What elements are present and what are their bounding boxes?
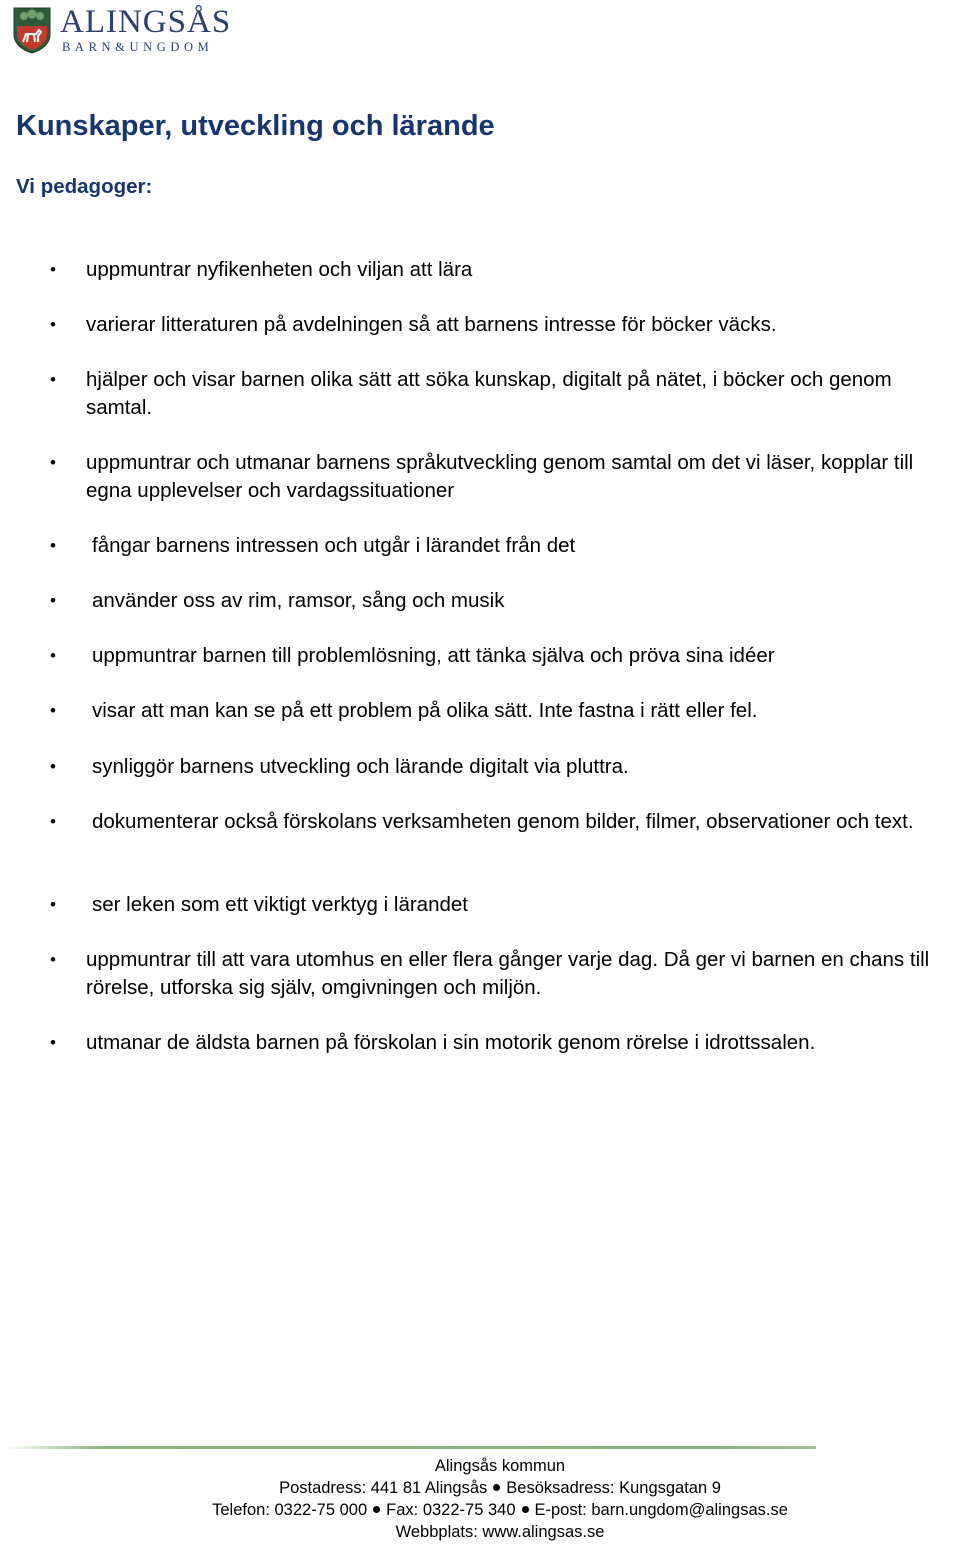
footer-web[interactable]: Webbplats: www.alingsas.se — [395, 1523, 605, 1541]
separator-dot-icon — [493, 1484, 500, 1491]
list-item-text: uppmuntrar och utmanar barnens språkutveckling genom samtal om det vi läser, kopplar till egna upplevelser och vardagssituationer — [86, 451, 914, 502]
bullet-icon: • — [50, 536, 56, 555]
footer-org: Alingsås kommun — [434, 1457, 566, 1475]
page-title: Kunskaper, utveckling och lärande — [16, 110, 495, 142]
bullet-icon: • — [50, 895, 56, 914]
list-item-text: uppmuntrar till att vara utomhus en eller flera gånger varje dag. Då ger vi barnen en chans till rörelse, utforska sig själv, omgivningen och miljön. — [86, 948, 930, 999]
footer-address-line — [0, 1477, 960, 1499]
list-item-text: utmanar de äldsta barnen på förskolan i sin motorik genom rörelse i idrottssalen. — [86, 1031, 816, 1054]
bullet-icon: • — [50, 260, 56, 279]
bullet-icon: • — [50, 757, 56, 776]
bullet-icon: • — [50, 646, 56, 665]
section-subtitle: Vi pedagoger: — [16, 175, 153, 198]
bullet-icon: • — [50, 370, 56, 389]
footer-email[interactable]: E-post: barn.ungdom@alingsas.se — [534, 1501, 788, 1519]
list-item-text: uppmuntrar nyfikenheten och viljan att lära — [86, 258, 473, 281]
bullet-icon: • — [50, 591, 56, 610]
list-item-text: hjälper och visar barnen olika sätt att söka kunskap, digitalt på nätet, i böcker och genom samtal. — [86, 368, 892, 419]
footer-postal: Postadress: 441 81 Alingsås — [279, 1479, 488, 1497]
list-item-text: fångar barnens intressen och utgår i lärandet från det — [92, 534, 576, 557]
list-item-text: visar att man kan se på ett problem på olika sätt. Inte fastna i rätt eller fel. — [92, 699, 758, 722]
list-item-text: varierar litteraturen på avdelningen så att barnens intresse för böcker väcks. — [86, 313, 777, 336]
footer-divider — [4, 1446, 816, 1449]
bullet-icon: • — [50, 315, 56, 334]
list-item-text: dokumenterar också förskolans verksamheten genom bilder, filmer, observationer och text. — [92, 810, 914, 833]
list-item-text: uppmuntrar barnen till problemlösning, att tänka själva och pröva sina idéer — [92, 644, 775, 667]
logo-name: ALINGSÅS — [60, 4, 232, 40]
coat-of-arms-icon — [12, 6, 52, 54]
bullet-icon: • — [50, 1033, 56, 1052]
bullet-icon: • — [50, 453, 56, 472]
list-item-text: använder oss av rim, ramsor, sång och musik — [92, 589, 505, 612]
bullet-icon: • — [50, 812, 56, 831]
bullet-icon: • — [50, 950, 56, 969]
separator-dot-icon — [522, 1506, 529, 1513]
logo — [8, 4, 248, 58]
footer-phone: Telefon: 0322-75 000 — [212, 1501, 368, 1519]
footer-visit: Besöksadress: Kungsgatan 9 — [506, 1479, 721, 1497]
logo-subtitle: BARN&UNGDOM — [62, 40, 214, 54]
footer-contact-line — [0, 1499, 960, 1521]
list-item-text: ser leken som ett viktigt verktyg i lärandet — [92, 893, 468, 916]
list-item-text: synliggör barnens utveckling och lärande digitalt via pluttra. — [92, 755, 629, 778]
separator-dot-icon — [373, 1506, 380, 1513]
footer — [0, 1455, 960, 1543]
bullet-icon: • — [50, 701, 56, 720]
footer-fax: Fax: 0322-75 340 — [386, 1501, 516, 1519]
